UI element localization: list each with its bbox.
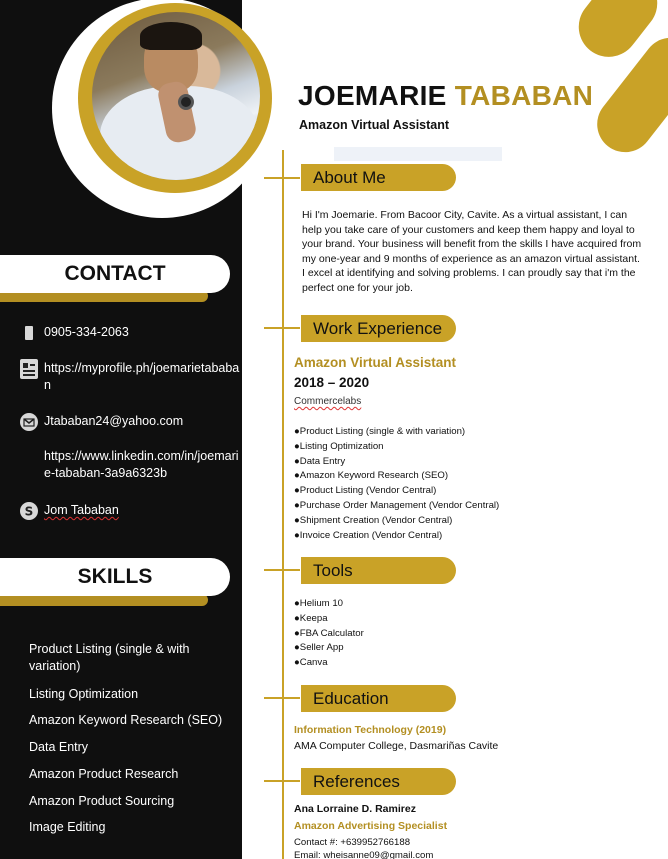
contact-phone [20, 324, 244, 342]
full-name [298, 80, 593, 112]
linkedin-icon [20, 448, 38, 466]
reference-name: Ana Lorraine D. Ramirez [294, 803, 416, 815]
list-item: ●Purchase Order Management (Vendor Central) [294, 499, 500, 511]
timeline-line [282, 150, 284, 859]
contact-phone-text: 0905-334-2063 [44, 325, 129, 339]
education-degree: Information Technology (2019) [294, 724, 447, 736]
skill-item: Amazon Keyword Research (SEO) [29, 713, 223, 727]
timeline-tick [264, 697, 300, 699]
tools-list [294, 597, 364, 671]
list-item: ●Helium 10 [294, 598, 343, 609]
svg-text:S: S [24, 504, 34, 519]
section-tools: Tools [301, 557, 456, 584]
contact-profile-link[interactable]: https://myprofile.ph/joemarietababan [44, 361, 240, 392]
section-about-me: About Me [301, 164, 456, 191]
list-item: ●Keepa [294, 612, 328, 624]
skill-item: Data Entry [29, 740, 89, 754]
list-item: ●Invoice Creation (Vendor Central) [294, 529, 443, 541]
email-icon [20, 413, 38, 431]
list-item: ●Listing Optimization [294, 440, 384, 452]
skill-item: Amazon Product Research [29, 767, 179, 781]
last-name: TABABAN [454, 80, 594, 111]
skill-item: Product Listing (single & with variation) [29, 642, 190, 673]
education-school: AMA Computer College, Dasmariñas Cavite [294, 740, 499, 752]
contact-linkedin [20, 448, 242, 482]
reference-contact: Contact #: +639952766188 [294, 837, 411, 848]
list-item: ●Canva [294, 657, 328, 669]
skill-item: Image Editing [29, 820, 106, 834]
timeline-tick [264, 569, 300, 571]
timeline-tick [264, 327, 300, 329]
section-education: Education [301, 685, 456, 712]
section-work-experience: Work Experience [301, 315, 456, 342]
skill-item: Amazon Product Sourcing [29, 794, 175, 808]
about-text: Hi I'm Joemarie. From Bacoor City, Cavite. As a virtual assistant, I can help you take care of your customers and keep them happy and loyal to your brand. Your business will benefit from the skills I have acquired from my one-year and 9 months of experience as an amazon virtual assistant. I excel at identifying and solving problems. I can proudly say that i'm the perfect one for your job. [302, 209, 642, 294]
job-company: Commercelabs [294, 396, 362, 407]
first-name: JOEMARIE [298, 80, 447, 111]
skills-heading: SKILLS [0, 558, 230, 596]
list-item: ●FBA Calculator [294, 627, 364, 639]
list-item: ●Amazon Keyword Research (SEO) [294, 470, 449, 482]
contact-profile [20, 360, 244, 394]
list-item: ●Product Listing (single & with variation) [294, 426, 466, 437]
contact-heading: CONTACT [0, 255, 230, 293]
list-item: ●Seller App [294, 642, 344, 654]
contact-skype-text[interactable]: Jom Tababan [44, 503, 119, 517]
timeline-tick [264, 177, 300, 179]
phone-icon [20, 324, 38, 342]
reference-title: Amazon Advertising Specialist [294, 820, 448, 832]
job-role: Amazon Virtual Assistant [299, 118, 450, 132]
job-title: Amazon Virtual Assistant [294, 355, 457, 370]
contact-linkedin-link[interactable]: https://www.linkedin.com/in/joemarie-tababan-3a9a6323b [44, 449, 239, 480]
job-years: 2018 – 2020 [294, 375, 370, 390]
section-references: References [301, 768, 456, 795]
list-item: ●Data Entry [294, 455, 346, 467]
timeline-tick [264, 780, 300, 782]
skill-item: Listing Optimization [29, 687, 139, 701]
reference-email: Email: wheisanne09@gmail.com [294, 850, 434, 859]
list-item: ●Shipment Creation (Vendor Central) [294, 514, 453, 526]
contact-email [20, 413, 244, 431]
contact-skype [20, 502, 244, 520]
experience-list [294, 425, 499, 543]
profile-photo [92, 12, 260, 180]
profile-card-icon [20, 360, 38, 378]
skype-icon [20, 502, 38, 520]
list-item: ●Product Listing (Vendor Central) [294, 485, 437, 497]
contact-email-text[interactable]: Jtababan24@yahoo.com [44, 414, 184, 428]
faint-bar [334, 147, 502, 161]
